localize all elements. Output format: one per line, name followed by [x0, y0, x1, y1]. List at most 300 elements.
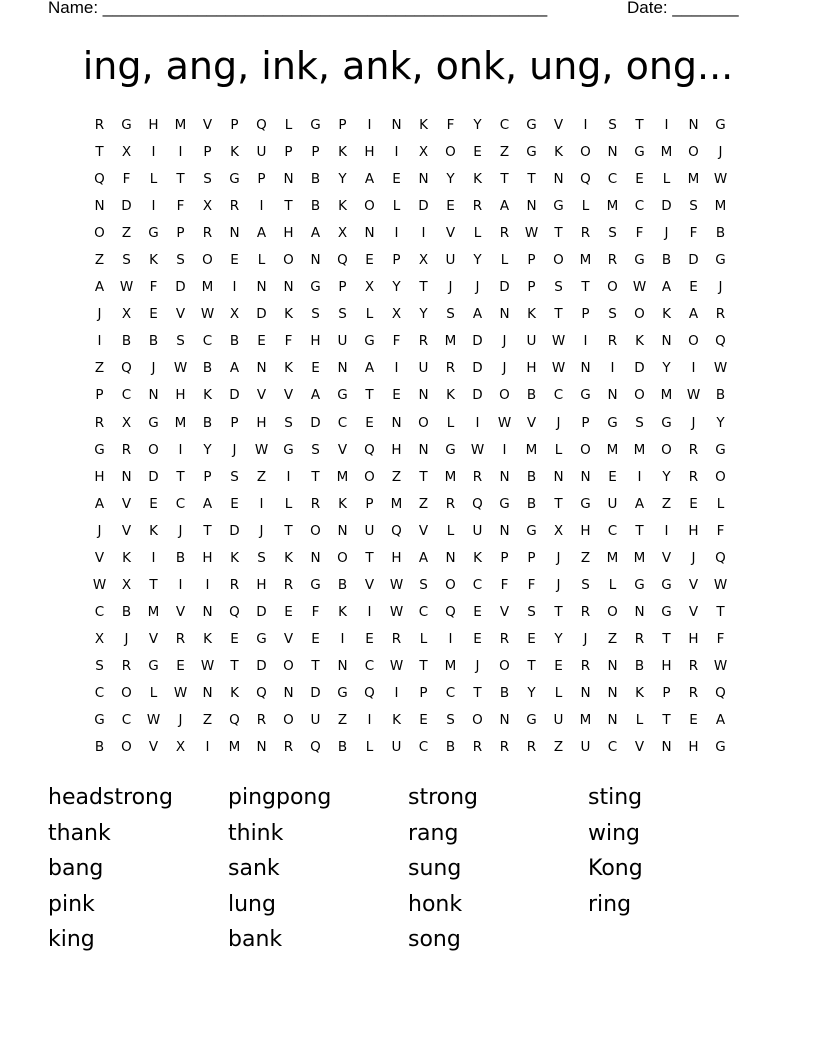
grid-letter: S	[446, 306, 455, 323]
grid-letter: H	[688, 522, 699, 539]
grid-letter: W	[389, 657, 404, 674]
grid-letter: G	[526, 712, 537, 729]
grid-letter: B	[121, 603, 132, 620]
grid-letter: R	[175, 630, 186, 647]
grid-letter: M	[606, 441, 619, 458]
word-list-item: think	[228, 820, 284, 846]
grid-letter: N	[688, 117, 699, 133]
grid-letter: S	[608, 117, 617, 133]
grid-letter: J	[556, 576, 561, 593]
grid-letter: J	[178, 522, 183, 539]
grid-letter: E	[473, 603, 482, 620]
page-title: ing, ang, ink, ank, onk, ung, ong...	[82, 44, 734, 88]
grid-letter: P	[203, 468, 212, 485]
grid-letter: O	[121, 684, 132, 701]
grid-letter: K	[230, 549, 239, 566]
grid-letter: T	[527, 171, 536, 188]
grid-letter: S	[176, 252, 185, 269]
grid-letter: W	[713, 360, 728, 377]
grid-letter: V	[688, 576, 699, 593]
grid-letter: I	[151, 198, 156, 215]
grid-letter: C	[607, 739, 618, 756]
grid-letter: F	[716, 522, 725, 539]
grid-letter: Q	[445, 603, 456, 620]
grid-letter: P	[338, 117, 347, 133]
grid-letter: T	[500, 171, 509, 188]
grid-letter: S	[554, 279, 563, 296]
grid-letter: Y	[554, 630, 563, 647]
grid-letter: B	[661, 252, 672, 269]
grid-letter: D	[310, 414, 321, 431]
grid-letter: D	[175, 279, 186, 296]
word-list-item: sank	[228, 856, 280, 881]
grid-letter: M	[174, 117, 187, 133]
grid-row	[86, 545, 746, 572]
grid-letter: V	[688, 603, 699, 620]
grid-letter: K	[203, 387, 212, 404]
grid-letter: J	[97, 522, 102, 539]
grid-letter: O	[121, 739, 132, 756]
grid-letter: E	[311, 360, 320, 377]
grid-letter: Z	[202, 712, 213, 729]
grid-letter: D	[310, 684, 321, 701]
grid-letter: Q	[364, 684, 375, 701]
grid-letter: G	[94, 712, 105, 729]
grid-letter: T	[554, 225, 563, 242]
grid-letter: W	[200, 657, 215, 674]
grid-letter: V	[148, 739, 159, 756]
grid-letter: D	[499, 279, 510, 296]
grid-letter: L	[554, 684, 563, 701]
grid-letter: T	[635, 117, 644, 133]
grid-letter: O	[634, 387, 645, 404]
grid-letter: M	[714, 198, 727, 215]
grid-letter: E	[446, 198, 455, 215]
grid-letter: N	[418, 441, 429, 458]
grid-letter: U	[607, 495, 618, 512]
grid-letter: X	[202, 198, 213, 215]
grid-letter: S	[257, 549, 266, 566]
word-list-item: sung	[408, 856, 462, 881]
grid-letter: E	[689, 495, 698, 512]
grid-letter: N	[499, 712, 510, 729]
grid-letter: T	[95, 144, 104, 161]
grid-letter: U	[391, 739, 402, 756]
grid-letter: G	[661, 414, 672, 431]
grid-letter: F	[635, 225, 644, 242]
grid-letter: R	[94, 117, 105, 133]
grid-letter: B	[202, 414, 213, 431]
word-list-item: strong	[408, 785, 479, 810]
grid-letter: K	[149, 252, 158, 269]
grid-letter: R	[634, 630, 645, 647]
grid-letter: K	[284, 306, 293, 323]
grid-letter: G	[715, 441, 726, 458]
grid-letter: R	[418, 333, 429, 350]
grid-letter: I	[205, 739, 210, 756]
grid-letter: P	[311, 144, 320, 161]
name-line: Name: _______________________________________________	[48, 0, 548, 17]
grid-letter: V	[202, 117, 213, 133]
grid-letter: U	[526, 333, 537, 350]
grid-letter: Q	[121, 360, 132, 377]
grid-letter: P	[95, 387, 104, 404]
grid-letter: R	[580, 657, 591, 674]
grid-letter: W	[146, 712, 161, 729]
grid-letter: N	[202, 684, 213, 701]
grid-letter: C	[553, 387, 564, 404]
grid-letter: T	[284, 522, 293, 539]
grid-letter: H	[256, 414, 267, 431]
grid-row	[86, 139, 746, 166]
grid-letter: L	[149, 171, 158, 188]
grid-letter: I	[259, 198, 264, 215]
grid-letter: K	[284, 549, 293, 566]
grid-letter: R	[121, 441, 132, 458]
grid-letter: K	[554, 144, 563, 161]
word-list-item: pingpong	[228, 785, 332, 810]
grid-letter: P	[581, 414, 590, 431]
grid-letter: G	[553, 198, 564, 215]
grid-letter: O	[364, 198, 375, 215]
grid-letter: Q	[94, 171, 105, 188]
grid-letter: J	[178, 712, 183, 729]
grid-letter: R	[580, 603, 591, 620]
grid-letter: W	[713, 657, 728, 674]
grid-letter: Y	[662, 360, 671, 377]
grid-letter: R	[472, 739, 483, 756]
grid-letter: I	[394, 144, 399, 161]
grid-letter: F	[527, 576, 536, 593]
grid-letter: O	[688, 144, 699, 161]
grid-letter: H	[310, 333, 321, 350]
grid-letter: N	[607, 387, 618, 404]
grid-letter: R	[688, 657, 699, 674]
grid-letter: Q	[337, 252, 348, 269]
grid-letter: P	[500, 549, 509, 566]
grid-letter: Y	[662, 468, 671, 485]
grid-letter: Y	[473, 252, 482, 269]
grid-letter: B	[526, 468, 537, 485]
word-column	[48, 780, 228, 958]
grid-letter: R	[121, 657, 132, 674]
grid-letter: V	[175, 603, 186, 620]
grid-letter: O	[364, 468, 375, 485]
grid-letter: W	[524, 225, 539, 242]
grid-letter: J	[259, 522, 264, 539]
grid-letter: D	[256, 603, 267, 620]
grid-letter: L	[257, 252, 266, 269]
grid-letter: E	[230, 630, 239, 647]
grid-letter: C	[337, 414, 348, 431]
grid-letter: O	[472, 712, 483, 729]
grid-letter: E	[527, 630, 536, 647]
grid-letter: S	[635, 414, 644, 431]
grid-letter: G	[634, 144, 645, 161]
grid-letter: A	[364, 360, 375, 377]
grid-letter: S	[122, 252, 131, 269]
grid-letter: U	[580, 739, 591, 756]
grid-letter: X	[364, 279, 375, 296]
grid-letter: S	[419, 576, 428, 593]
grid-letter: A	[94, 495, 105, 512]
grid-letter: W	[686, 387, 701, 404]
grid-letter: K	[338, 603, 347, 620]
grid-letter: T	[176, 171, 185, 188]
grid-letter: O	[499, 657, 510, 674]
grid-letter: E	[365, 252, 374, 269]
grid-letter: G	[526, 144, 537, 161]
word-list-item: sting	[588, 785, 643, 810]
grid-letter: H	[175, 387, 186, 404]
grid-letter: R	[607, 252, 618, 269]
grid-letter: X	[337, 225, 348, 242]
grid-letter: U	[310, 712, 321, 729]
grid-letter: S	[311, 306, 320, 323]
grid-letter: L	[149, 684, 158, 701]
grid-letter: M	[687, 171, 700, 188]
grid-letter: T	[149, 576, 158, 593]
grid-letter: V	[364, 576, 375, 593]
word-list-item: lung	[228, 891, 276, 917]
grid-letter: E	[311, 630, 320, 647]
grid-letter: N	[499, 522, 510, 539]
grid-letter: T	[527, 657, 536, 674]
grid-letter: I	[421, 225, 426, 242]
grid-letter: J	[691, 414, 696, 431]
grid-letter: E	[230, 495, 239, 512]
grid-letter: F	[311, 603, 320, 620]
word-list-item: bank	[228, 927, 283, 952]
grid-letter: T	[662, 712, 671, 729]
grid-letter: J	[556, 414, 561, 431]
grid-letter: M	[147, 603, 160, 620]
grid-letter: Z	[553, 739, 564, 756]
grid-letter: T	[554, 495, 563, 512]
grid-letter: L	[284, 117, 293, 133]
grid-letter: T	[311, 468, 320, 485]
grid-letter: B	[310, 171, 321, 188]
grid-letter: D	[418, 198, 429, 215]
grid-letter: Z	[391, 468, 402, 485]
grid-letter: K	[338, 495, 347, 512]
word-column	[588, 780, 768, 922]
grid-letter: C	[418, 603, 429, 620]
grid-letter: F	[716, 630, 725, 647]
grid-letter: D	[472, 333, 483, 350]
grid-letter: Y	[338, 171, 347, 188]
grid-row	[86, 247, 746, 274]
grid-letter: S	[311, 441, 320, 458]
grid-letter: B	[499, 684, 510, 701]
grid-letter: O	[445, 144, 456, 161]
grid-letter: Y	[203, 441, 212, 458]
grid-letter: X	[553, 522, 564, 539]
grid-letter: K	[122, 549, 131, 566]
word-list-item: Kong	[588, 856, 643, 881]
grid-letter: R	[688, 441, 699, 458]
grid-letter: F	[176, 198, 185, 215]
grid-letter: G	[94, 441, 105, 458]
grid-letter: I	[367, 117, 372, 133]
grid-letter: D	[229, 387, 240, 404]
grid-letter: N	[256, 279, 267, 296]
grid-letter: H	[202, 549, 213, 566]
grid-letter: G	[634, 576, 645, 593]
grid-letter: Z	[418, 495, 429, 512]
grid-letter: R	[445, 495, 456, 512]
grid-letter: I	[475, 414, 480, 431]
letter-grid	[86, 112, 746, 761]
grid-letter: X	[391, 306, 402, 323]
grid-letter: X	[121, 144, 132, 161]
grid-letter: I	[151, 549, 156, 566]
grid-letter: I	[340, 630, 345, 647]
grid-letter: L	[284, 495, 293, 512]
grid-letter: J	[691, 549, 696, 566]
grid-letter: A	[310, 387, 321, 404]
grid-letter: B	[715, 225, 726, 242]
grid-letter: R	[94, 414, 105, 431]
grid-letter: W	[551, 333, 566, 350]
grid-letter: E	[392, 171, 401, 188]
grid-letter: E	[365, 630, 374, 647]
grid-letter: P	[365, 495, 374, 512]
grid-letter: P	[527, 279, 536, 296]
grid-letter: I	[583, 333, 588, 350]
grid-letter: B	[121, 333, 132, 350]
grid-letter: B	[202, 360, 213, 377]
grid-letter: D	[472, 387, 483, 404]
grid-letter: N	[661, 333, 672, 350]
grid-letter: T	[176, 468, 185, 485]
grid-letter: T	[311, 657, 320, 674]
grid-letter: N	[580, 360, 591, 377]
grid-letter: I	[178, 441, 183, 458]
word-list-item: song	[408, 927, 461, 952]
grid-letter: P	[257, 171, 266, 188]
grid-letter: V	[445, 225, 456, 242]
grid-row	[86, 653, 746, 680]
grid-letter: N	[553, 171, 564, 188]
grid-letter: E	[689, 712, 698, 729]
grid-letter: E	[473, 630, 482, 647]
grid-letter: O	[148, 441, 159, 458]
grid-letter: G	[148, 225, 159, 242]
grid-letter: I	[97, 333, 102, 350]
grid-letter: V	[553, 117, 564, 133]
grid-letter: V	[337, 441, 348, 458]
grid-letter: E	[284, 603, 293, 620]
grid-letter: G	[715, 117, 726, 133]
grid-letter: N	[256, 739, 267, 756]
grid-letter: W	[470, 441, 485, 458]
grid-letter: R	[445, 360, 456, 377]
grid-row	[86, 410, 746, 437]
grid-letter: O	[607, 279, 618, 296]
word-list-item: bang	[48, 856, 104, 881]
grid-row	[86, 328, 746, 355]
grid-letter: L	[635, 712, 644, 729]
grid-letter: E	[149, 306, 158, 323]
grid-letter: B	[229, 333, 240, 350]
grid-letter: L	[662, 171, 671, 188]
grid-letter: O	[688, 333, 699, 350]
grid-letter: A	[634, 495, 645, 512]
grid-row	[86, 220, 746, 247]
grid-letter: R	[283, 739, 294, 756]
grid-letter: R	[499, 739, 510, 756]
grid-letter: Q	[715, 333, 726, 350]
grid-letter: C	[418, 739, 429, 756]
grid-letter: R	[472, 468, 483, 485]
grid-letter: M	[444, 468, 457, 485]
grid-letter: B	[445, 739, 456, 756]
grid-letter: E	[689, 279, 698, 296]
grid-letter: H	[580, 522, 591, 539]
grid-letter: I	[394, 360, 399, 377]
grid-letter: I	[178, 144, 183, 161]
grid-letter: T	[554, 306, 563, 323]
grid-letter: I	[205, 576, 210, 593]
grid-letter: M	[606, 549, 619, 566]
grid-letter: B	[94, 739, 105, 756]
grid-letter: Q	[715, 549, 726, 566]
grid-letter: N	[337, 360, 348, 377]
grid-letter: Z	[94, 360, 105, 377]
grid-letter: T	[419, 279, 428, 296]
grid-letter: T	[635, 522, 644, 539]
grid-letter: N	[121, 468, 132, 485]
grid-letter: M	[444, 333, 457, 350]
grid-letter: I	[502, 441, 507, 458]
grid-letter: A	[202, 495, 213, 512]
grid-letter: N	[391, 414, 402, 431]
grid-letter: N	[499, 306, 510, 323]
grid-letter: K	[635, 333, 644, 350]
grid-letter: P	[284, 144, 293, 161]
word-column	[228, 780, 408, 958]
grid-letter: K	[662, 306, 671, 323]
grid-letter: C	[94, 603, 105, 620]
grid-letter: U	[256, 144, 267, 161]
grid-letter: G	[121, 117, 132, 133]
grid-letter: B	[310, 198, 321, 215]
grid-letter: C	[121, 387, 132, 404]
grid-letter: L	[392, 198, 401, 215]
grid-letter: R	[229, 576, 240, 593]
grid-letter: O	[580, 144, 591, 161]
grid-letter: Z	[499, 144, 510, 161]
grid-letter: M	[174, 414, 187, 431]
grid-letter: W	[551, 360, 566, 377]
grid-letter: W	[389, 603, 404, 620]
grid-letter: R	[526, 739, 537, 756]
grid-letter: P	[338, 279, 347, 296]
grid-letter: J	[502, 360, 507, 377]
grid-letter: I	[394, 684, 399, 701]
grid-letter: E	[635, 171, 644, 188]
grid-letter: E	[554, 657, 563, 674]
grid-letter: K	[230, 684, 239, 701]
grid-letter: F	[689, 225, 698, 242]
grid-letter: Q	[715, 684, 726, 701]
grid-row	[86, 301, 746, 328]
grid-letter: L	[446, 414, 455, 431]
grid-letter: I	[583, 117, 588, 133]
grid-letter: V	[634, 739, 645, 756]
grid-row	[86, 707, 746, 734]
